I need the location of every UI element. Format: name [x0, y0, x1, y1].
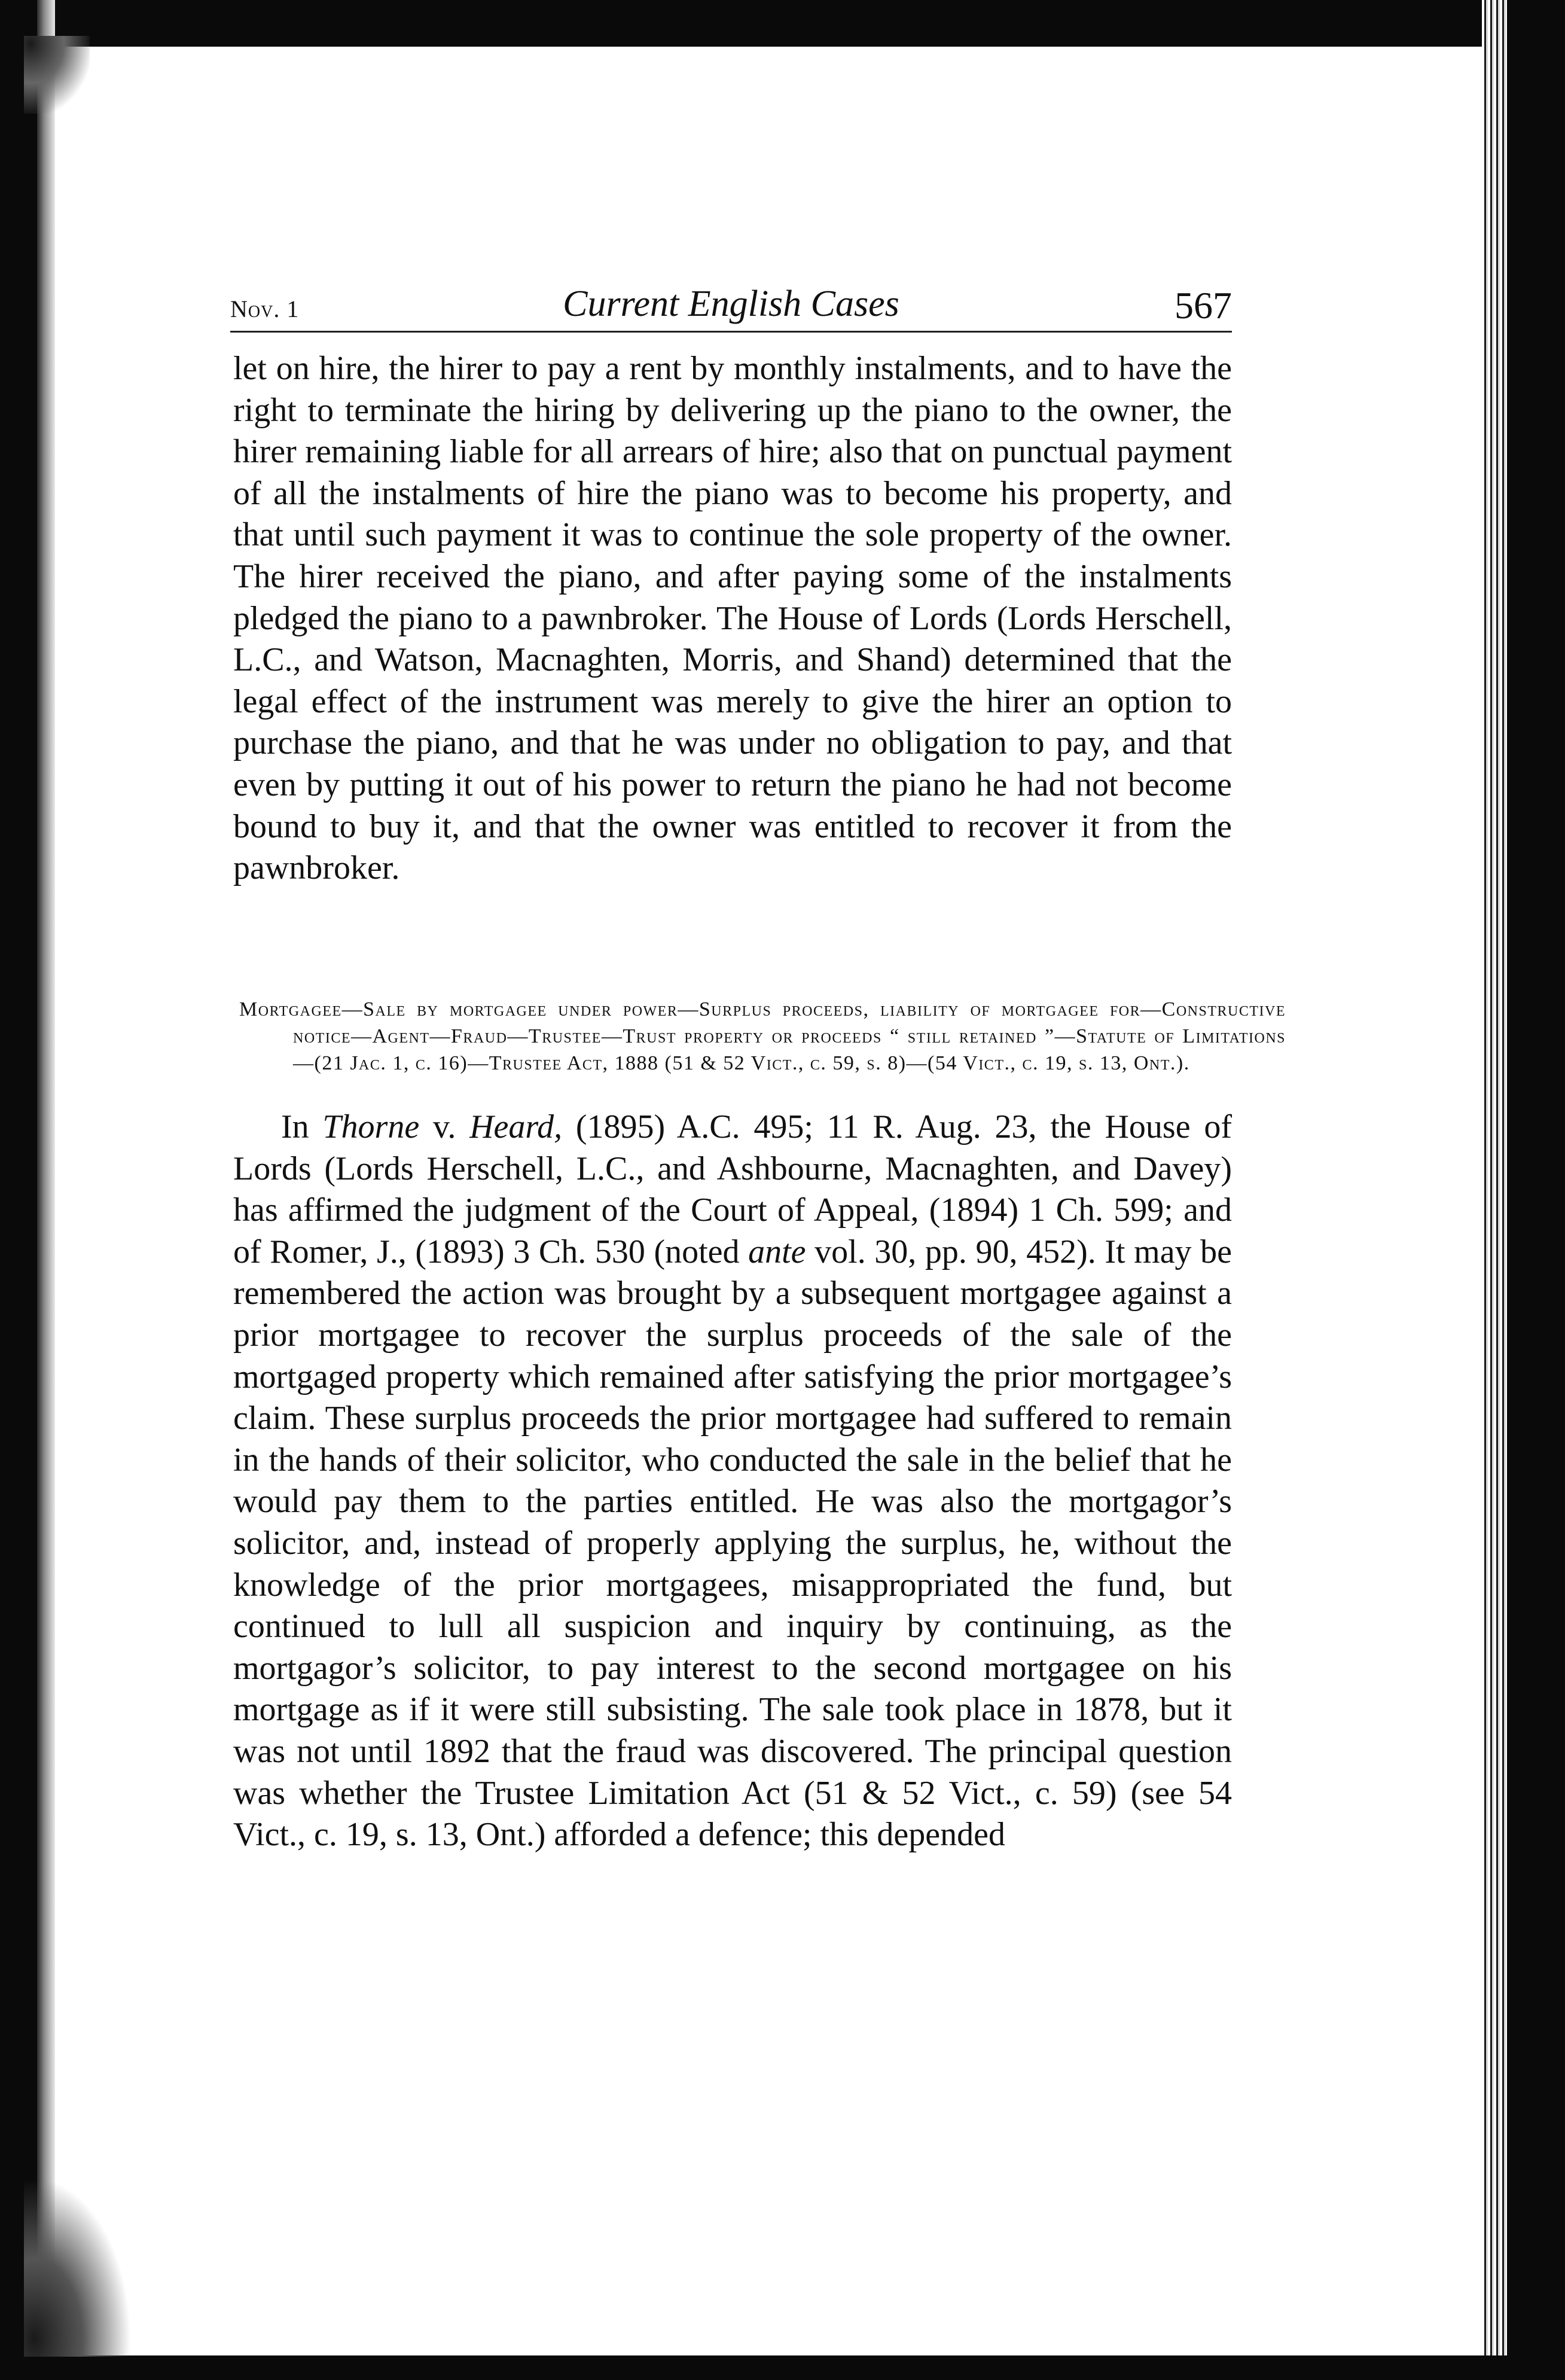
scan-border-right: [1507, 0, 1565, 2380]
scan-smudge-bottom-left: [24, 2177, 132, 2357]
paragraph-continued: [233, 348, 1232, 889]
case-versus: v.: [419, 1108, 470, 1145]
scan-border-bottom: [0, 2355, 1565, 2380]
ante-reference: ante: [748, 1233, 806, 1270]
paragraph-thorne-v-heard: [233, 1107, 1232, 1856]
page-header: [230, 276, 1232, 330]
paragraph-1-text: let on hire, the hirer to pay a rent by monthly instalments, and to have the right to terminate the hiring by delivering up the piano to the owner, the hirer remaining liable for all arrears of hire; also that on punctual payment of all the instalments of hire the piano was to become his property, and that until such payment it was to continue the sole property of the owner. The hirer received the piano, and after paying some of the instalments pledged the piano to a pawnbroker. The House of Lords (Lords Herschell, L.C., and Watson, Macnaghten, Morris, and Shand) determined that the legal effect of the instrument was merely to give the hirer an option to purchase the piano, and that he was under no obligation to pay, and that even by putting it out of his power to return the piano he had not become bound to buy it, and that the owner was entitled to recover it from the pawnbroker.: [233, 350, 1232, 887]
paragraph-2-part-b: vol. 30, pp. 90, 452). It may be remembered the action was brought by a subsequent mortgagee against a prior mortgagee to recover the surplus proceeds of the sale of the mortgaged property which remained after satisfying the prior mortgagee’s claim. These surplus proceeds the prior mortgagee had suffered to remain in the hands of their solicitor, who conducted the sale in the belief that he would pay them to the parties entitled. He was also the mortgagor’s solicitor, and, instead of properly applying the surplus, he, without the knowledge of the prior mortgagees, misappropriated the fund, but continued to lull all suspicion and inquiry by continuing, as the mortgagor’s solicitor, to pay interest to the second mortgagee on his mortgage as if it were still subsisting. The sale took place in 1878, but it was not until 1892 that the fraud was discovered. The principal question was whether the Trustee Limitation Act (51 & 52 Vict., c. 59) (see 54 Vict., c. 19, s. 13, Ont.) afforded a defence; this depended: [233, 1233, 1232, 1854]
case-party-2: Heard,: [469, 1108, 563, 1145]
scan-shadow-left: [37, 0, 55, 2380]
running-title: Current English Cases: [563, 284, 899, 324]
scan-border-top: [0, 0, 1565, 47]
page-stack-edge: [1482, 0, 1507, 2380]
scan-smudge-top-left: [24, 36, 90, 114]
case-party-1: Thorne: [322, 1108, 420, 1145]
page-number: 567: [1174, 284, 1232, 327]
paragraph-2-part-a: (1895) A.C. 495; 11 R. Aug. 23, the House of Lords (Lords Herschell, L.C., and Ashbourne, Macnaghten, and Davey) has affirmed the judgment of the Court of Appeal, (1894) 1 Ch. 599; and of Romer, J., (1893) 3 Ch. 530 (noted: [233, 1108, 1232, 1270]
scan-border-left: [0, 0, 37, 2380]
running-head-date: Nov. 1: [230, 295, 300, 322]
header-rule: [230, 331, 1232, 333]
paragraph-2-intro: In: [281, 1108, 323, 1145]
case-headnote: Mortgagee—Sale by mortgagee under power—Surplus proceeds, liability of mortgagee for—Constructive notice—Agent—Fraud—Trustee—Trust property or proceeds “ still retained ”—Statute of Limitations—(21 Jac. 1, c. 16)—Trustee Act, 1888 (51 & 52 Vict., c. 59, s. 8)—(54 Vict., c. 19, s. 13, Ont.).: [239, 998, 1286, 1074]
